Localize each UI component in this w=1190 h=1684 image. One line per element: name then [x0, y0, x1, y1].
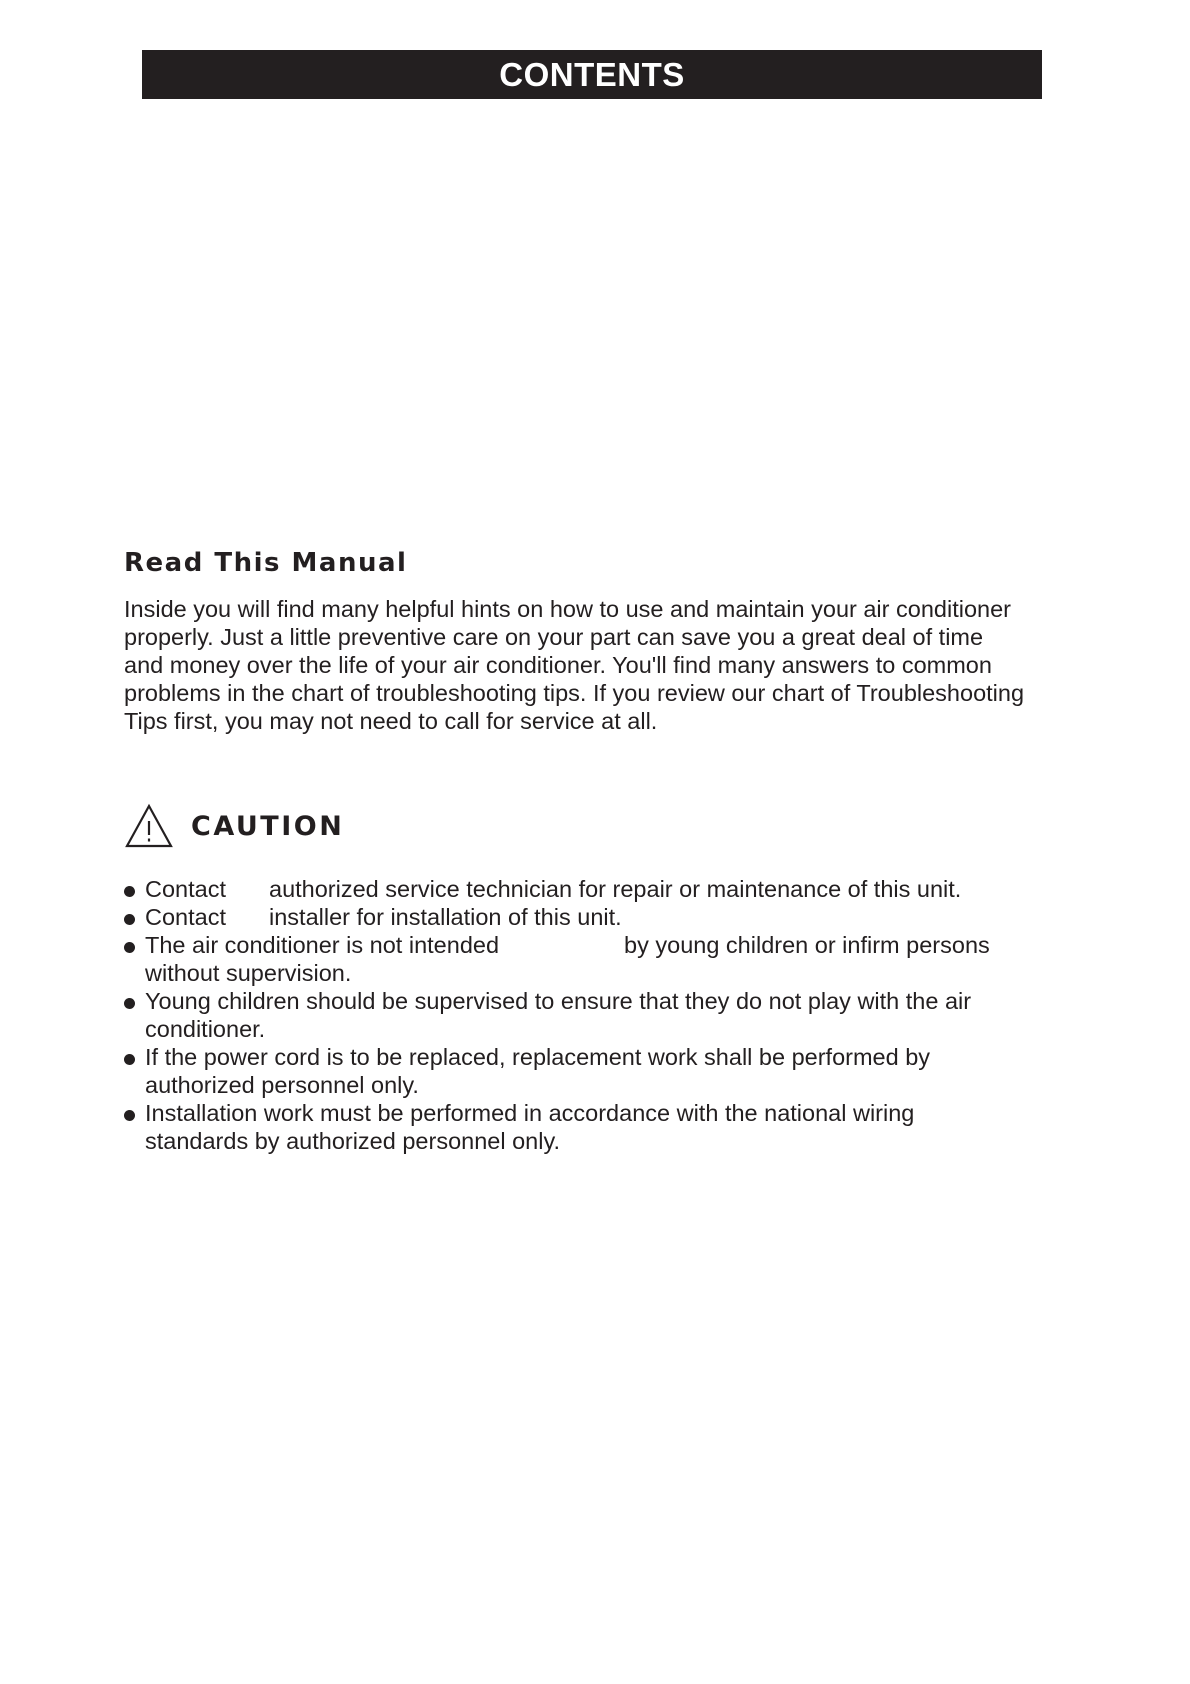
caution-item-line: Young children should be supervised to ensure that they do not play with the air — [145, 988, 972, 1014]
read-manual-heading: Read This Manual — [124, 548, 408, 578]
caution-item-line: If the power cord is to be replaced, replacement work shall be performed by — [145, 1044, 931, 1070]
paragraph-line: problems in the chart of troubleshooting tips. If you review our chart of Troubleshooting — [124, 680, 1025, 706]
caution-item-line: authorized personnel only. — [145, 1072, 419, 1098]
read-manual-paragraph — [124, 595, 1104, 735]
caution-item — [124, 987, 1104, 1043]
caution-header — [124, 803, 344, 849]
caution-item-line: conditioner. — [145, 1016, 266, 1042]
caution-item-line: standards by authorized personnel only. — [145, 1128, 560, 1154]
bullet — [124, 886, 135, 897]
caution-item — [124, 1043, 1104, 1099]
warning-triangle-icon — [124, 803, 174, 849]
bullet — [124, 998, 135, 1009]
bullet — [124, 914, 135, 925]
caution-item-line — [145, 875, 1104, 903]
caution-item-line: Installation work must be performed in accordance with the national wiring — [145, 1100, 915, 1126]
caution-item — [124, 931, 1104, 987]
caution-item-lead: Contact — [145, 876, 226, 902]
paragraph-line: Inside you will find many helpful hints on how to use and maintain your air conditioner — [124, 596, 1011, 622]
caution-item-text: authorized service technician for repair or maintenance of this unit. — [269, 876, 962, 902]
caution-item — [124, 875, 1104, 903]
contents-title: CONTENTS — [499, 55, 685, 93]
caution-list — [124, 875, 1104, 1155]
caution-item-text: installer for installation of this unit. — [269, 904, 622, 930]
bullet — [124, 1110, 135, 1121]
paragraph-line: and money over the life of your air conditioner. You'll find many answers to common — [124, 652, 992, 678]
bullet — [124, 942, 135, 953]
paragraph-line: properly. Just a little preventive care on your part can save you a great deal of time — [124, 624, 984, 650]
caution-item-lead: Contact — [145, 904, 226, 930]
caution-item-line — [145, 903, 1104, 931]
caution-item-continuation: without supervision. — [145, 960, 352, 986]
caution-title: CAUTION — [191, 810, 345, 842]
contents-title-bar — [142, 50, 1042, 99]
paragraph-line: Tips first, you may not need to call for service at all. — [124, 708, 658, 734]
caution-item-text: by young children or infirm persons — [624, 932, 990, 958]
caution-item — [124, 1099, 1104, 1155]
caution-item-line — [145, 931, 1104, 959]
bullet — [124, 1054, 135, 1065]
caution-item-lead: The air conditioner is not intended — [145, 932, 500, 958]
caution-item — [124, 903, 1104, 931]
